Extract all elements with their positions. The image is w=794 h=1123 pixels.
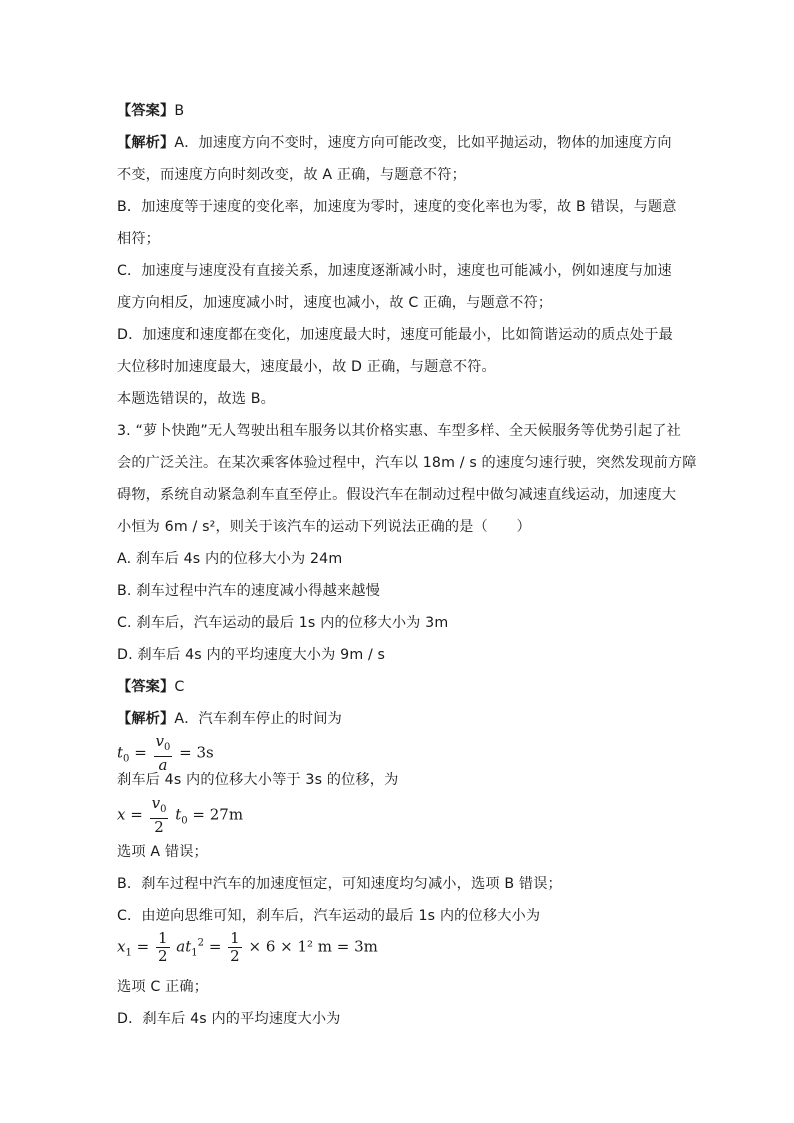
option-b: B. 刹车过程中汽车的速度减小得越来越慢 <box>117 583 380 599</box>
analysis-line: B．刹车过程中汽车的加速度恒定，可知速度均匀减小，选项 B 错误； <box>117 876 562 892</box>
option-a: A. 刹车后 4s 内的位移大小为 24m <box>117 551 343 567</box>
equation-displacement: x = $\frac{v_0}{2}$ $t_0 = 27m$ <box>117 794 244 836</box>
answer-value: C <box>174 679 185 695</box>
analysis-line: 本题选错误的，故选 B。 <box>117 391 275 407</box>
analysis-line: 不变，而速度方向时刻改变，故 A 正确，与题意不符； <box>117 167 466 183</box>
analysis-line: 选项 C 正确； <box>117 979 209 995</box>
fraction: $\frac{1}{2}$ <box>157 929 168 965</box>
analysis-line: 【解析】A．加速度方向不变时，速度方向可能改变，比如平抛运动，物体的加速度方向 <box>117 135 672 151</box>
fraction: $\frac{1}{2}$ <box>230 929 240 965</box>
question-stem: 3. “萝卜快跑”无人驾驶出租车服务以其价格实惠、车型多样、全天候服务等优势引起了社 <box>117 423 681 439</box>
analysis-line: 【解析】A．汽车刹车停止的时间为 <box>117 711 342 727</box>
analysis-line: 刹车后 4s 内的位移大小等于 3s 的位移，为 <box>117 772 399 788</box>
option-c: C. 刹车后，汽车运动的最后 1s 内的位移大小为 3m <box>117 615 449 631</box>
analysis-line: 相符； <box>117 231 161 247</box>
analysis-line: C．由逆向思维可知，刹车后，汽车运动的最后 1s 内的位移大小为 <box>117 908 541 924</box>
fraction: $\frac{v_0}{a}$ <box>155 732 171 774</box>
question-stem: 会的广泛关注。在某次乘客体验过程中，汽车以 18m / s 的速度匀速行驶，突然发现前方障 <box>117 455 697 471</box>
analysis-tag: 【解析】 <box>117 711 175 727</box>
answer-line-q3 <box>117 677 184 697</box>
analysis-line: B．加速度等于速度的变化率，加速度为零时，速度的变化率也为零，故 B 错误，与题意 <box>117 199 677 215</box>
analysis-line: D．加速度和速度都在变化，加速度最大时，速度可能最小，比如简谐运动的质点处于最 <box>117 327 673 343</box>
answer-tag: 【答案】 <box>117 103 175 119</box>
question-stem: 小恒为 6m / s²，则关于该汽车的运动下列说法正确的是（ ） <box>117 519 531 535</box>
analysis-line: 选项 A 错误； <box>117 844 208 860</box>
answer-tag: 【答案】 <box>117 679 175 695</box>
question-stem: 碍物，系统自动紧急刹车直至停止。假设汽车在制动过程中做匀减速直线运动，加速度大 <box>117 487 677 503</box>
answer-value: B <box>174 103 185 119</box>
analysis-tag: 【解析】 <box>117 135 175 151</box>
analysis-line: 大位移时加速度最大，速度最小，故 D 正确，与题意不符。 <box>117 359 496 375</box>
analysis-line: D．刹车后 4s 内的平均速度大小为 <box>117 1011 341 1027</box>
option-d: D. 刹车后 4s 内的平均速度大小为 9m / s <box>117 647 386 663</box>
analysis-line: C．加速度与速度没有直接关系，加速度逐渐减小时，速度也可能减小，例如速度与加速 <box>117 263 672 279</box>
analysis-line: 度方向相反，加速度减小时，速度也减小，故 C 正确，与题意不符； <box>117 295 553 311</box>
fraction: $\frac{v_0}{2}$ <box>151 794 167 836</box>
equation-stop-time: $t_0$ = $\frac{v_0}{a}$ = 3s <box>117 732 214 774</box>
answer-line-q2 <box>117 101 184 121</box>
equation-last-second: $x_1$ = $\frac{1}{2}$ $at_1^2$ = $\frac{1}{2}$ × 6 × 1² m = 3m <box>117 929 378 965</box>
